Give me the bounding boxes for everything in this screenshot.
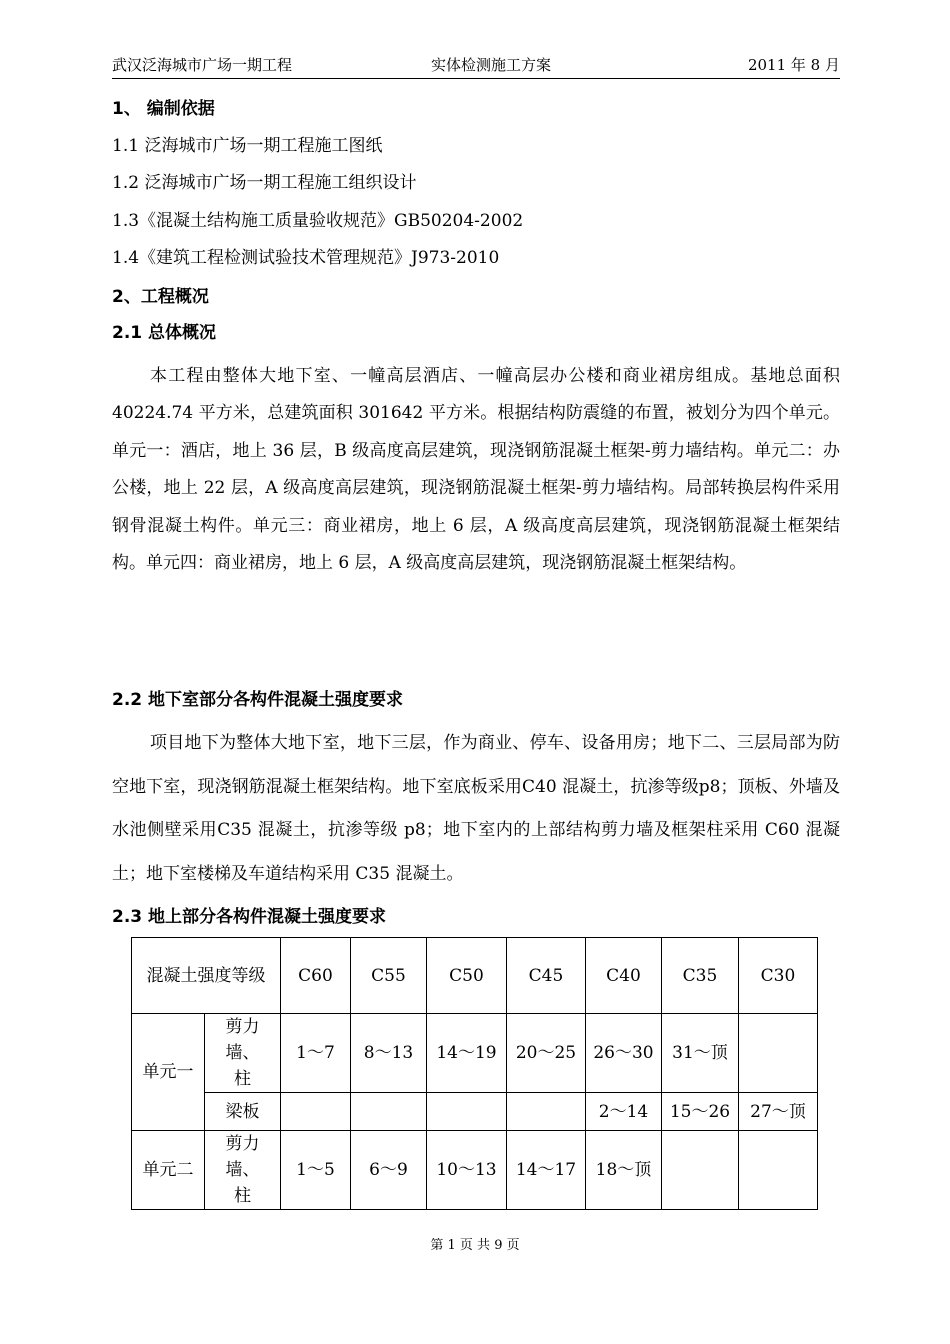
table-cell: 27～顶 [739, 1093, 818, 1131]
section-2-1-heading: 2.1 总体概况 [112, 323, 217, 343]
table-row [132, 1014, 818, 1093]
grade-c55: C55 [351, 938, 427, 1014]
table-cell: 15～26 [662, 1093, 739, 1131]
table-header-row [132, 938, 818, 1014]
table-row [132, 1131, 818, 1210]
table-cell: 1～7 [281, 1014, 351, 1093]
concrete-grade-table [131, 937, 818, 1210]
table-cell: 1～5 [281, 1131, 351, 1210]
table-cell: 2～14 [586, 1093, 662, 1131]
table-cell [662, 1131, 739, 1210]
basement-paragraph: 项目地下为整体大地下室，地下三层，作为商业、停车、设备用房；地下二、三层局部为防空地下室，现浇钢筋混凝土框架结构。地下室底板采用C40 混凝土，抗渗等级p8；顶板、外墙及水池侧壁采用C35 混凝土，抗渗等级 p8；地下室内的上部结构剪力墙及框架柱采用 C60 混凝土；地下室楼梯及车道结构采用 C35 混凝土。 [112, 733, 840, 885]
table-cell: 31～顶 [662, 1014, 739, 1093]
grade-c60: C60 [281, 938, 351, 1014]
member-wall-label: 剪力墙、柱 [205, 1014, 281, 1093]
table-cell: 10～13 [427, 1131, 507, 1210]
header-date: 2011 年 8 月 [747, 56, 840, 74]
table-cell [427, 1093, 507, 1131]
grade-c30: C30 [739, 938, 818, 1014]
grade-c40: C40 [586, 938, 662, 1014]
table-cell: 6～9 [351, 1131, 427, 1210]
table-cell: 8～13 [351, 1014, 427, 1093]
page-footer: 第 1 页 共 9 页 [430, 1238, 520, 1253]
table-cell: 18～顶 [586, 1131, 662, 1210]
header-project-name: 武汉泛海城市广场一期工程 [112, 56, 293, 74]
table-cell [739, 1131, 818, 1210]
page-header [112, 52, 840, 79]
basis-item: 1.3《混凝土结构施工质量验收规范》GB50204-2002 [112, 211, 524, 231]
table-cell: 20～25 [507, 1014, 586, 1093]
unit-1-label: 单元一 [132, 1014, 205, 1131]
table-cell [507, 1093, 586, 1131]
header-doc-title: 实体检测施工方案 [431, 56, 552, 74]
member-beam-label: 梁板 [205, 1093, 281, 1131]
basis-item: 1.4《建筑工程检测试验技术管理规范》J973-2010 [112, 248, 500, 268]
basis-item: 1.1 泛海城市广场一期工程施工图纸 [112, 136, 383, 156]
grade-c45: C45 [507, 938, 586, 1014]
overview-paragraph: 本工程由整体大地下室、一幢高层酒店、一幢高层办公楼和商业裙房组成。基地总面积 40224.74 平方米，总建筑面积 301642 平方米。根据结构防震缝的布置，被划分为四个单元。单元一：酒店，地上 36 层，B 级高度高层建筑，现浇钢筋混凝土框架-剪力墙结构。单元二：办公楼，地上 22 层，A 级高度高层建筑，现浇钢筋混凝土框架-剪力墙结构。局部转换层构件采用钢骨混凝土构件。单元三：商业裙房，地上 6 层，A 级高度高层建筑，现浇钢筋混凝土框架结构。单元四：商业裙房，地上 6 层，A 级高度高层建筑，现浇钢筋混凝土框架结构。 [112, 366, 840, 574]
section-2-2-heading: 2.2 地下室部分各构件混凝土强度要求 [112, 690, 404, 710]
table-cell [351, 1093, 427, 1131]
table-cell: 26～30 [586, 1014, 662, 1093]
grade-header-label: 混凝土强度等级 [132, 938, 281, 1014]
table-cell: 14～19 [427, 1014, 507, 1093]
table-row [132, 1093, 818, 1131]
table-cell: 14～17 [507, 1131, 586, 1210]
member-wall-label: 剪力墙、柱 [205, 1131, 281, 1210]
table-cell [739, 1014, 818, 1093]
grade-c50: C50 [427, 938, 507, 1014]
grade-c35: C35 [662, 938, 739, 1014]
unit-2-label: 单元二 [132, 1131, 205, 1210]
table-cell [281, 1093, 351, 1131]
section-2-3-heading: 2.3 地上部分各构件混凝土强度要求 [112, 907, 387, 927]
section-2-heading: 2、工程概况 [112, 287, 209, 307]
basis-item: 1.2 泛海城市广场一期工程施工组织设计 [112, 173, 417, 193]
section-1-heading: 1、 编制依据 [112, 99, 215, 119]
